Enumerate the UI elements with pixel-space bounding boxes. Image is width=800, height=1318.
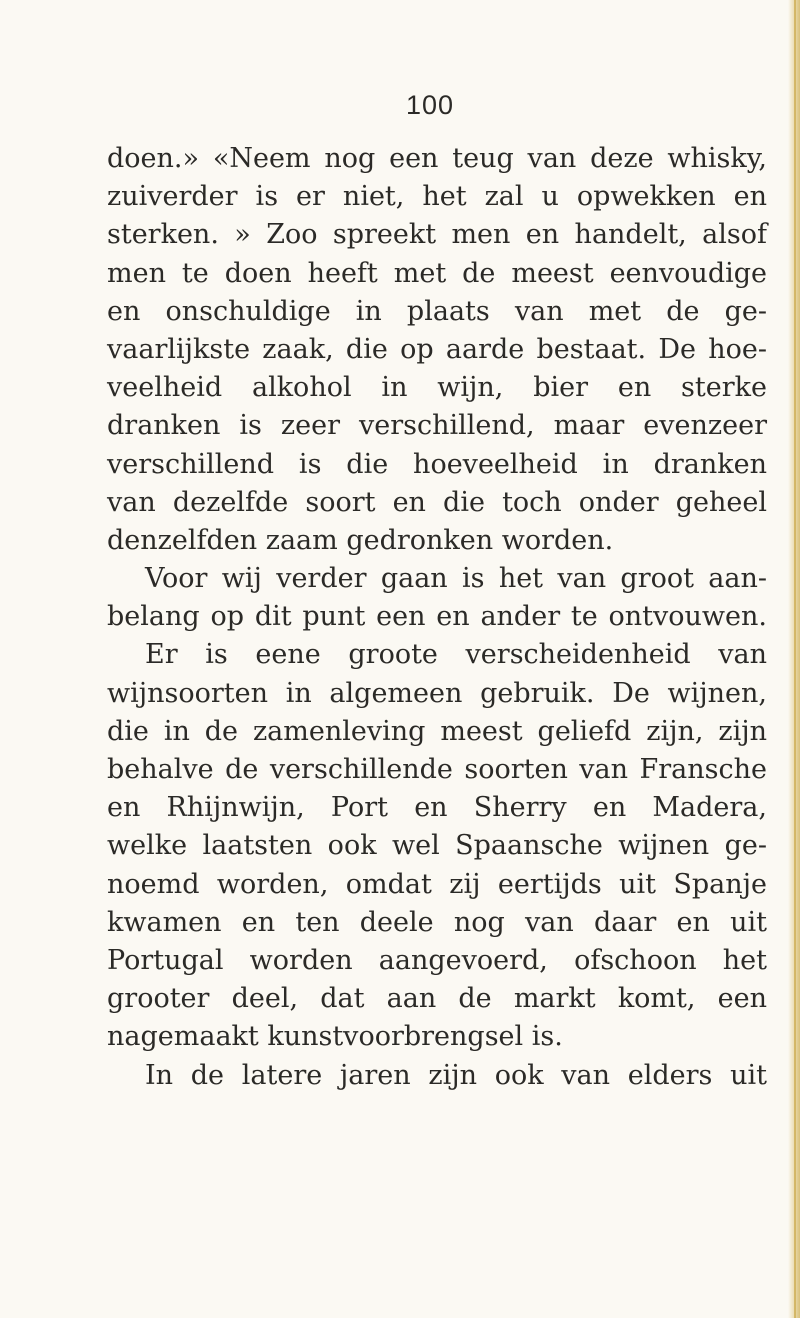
text-line: kwamen en ten deele nog van daar en uit	[107, 906, 767, 938]
text-line: grooter deel, dat aan de markt komt, een	[107, 983, 767, 1015]
text-line: denzelfden zaam gedronken worden.	[107, 524, 614, 556]
text-line: nagemaakt kunstvoorbrengsel is.	[107, 1021, 563, 1053]
page-edge-line	[794, 0, 796, 1318]
text-line: dranken is zeer verschillend, maar evenzeer	[107, 410, 767, 442]
paragraph-start-line: Er is eene groote verscheidenheid van	[145, 639, 767, 671]
text-line: verschillend is die hoeveelheid in dranken	[107, 448, 767, 480]
text-line: die in de zamenleving meest geliefd zijn, zijn	[107, 715, 767, 747]
text-line: en onschuldige in plaats van met de ge-	[107, 295, 767, 327]
text-line: Portugal worden aangevoerd, ofschoon het	[107, 944, 767, 976]
text-line: belang op dit punt een en ander te ontvouwen.	[107, 601, 767, 633]
text-line: men te doen heeft met de meest eenvoudige	[107, 257, 767, 289]
text-line: welke laatsten ook wel Spaansche wijnen ge-	[107, 830, 767, 862]
text-line: vaarlijkste zaak, die op aarde bestaat. De hoe-	[107, 333, 767, 365]
text-line: doen.» «Neem nog een teug van deze whisky,	[107, 143, 767, 174]
page-number: 100	[405, 90, 455, 120]
text-line: wijnsoorten in algemeen gebruik. De wijnen,	[107, 677, 767, 709]
text-line: behalve de verschillende soorten van Fransche	[107, 754, 767, 785]
paragraph-start-line: In de latere jaren zijn ook van elders uit	[145, 1059, 767, 1091]
text-line: noemd worden, omdat zij eertijds uit Spanje	[107, 868, 767, 900]
paragraph-start-line: Voor wij verder gaan is het van groot aan-	[145, 563, 767, 595]
body-text	[107, 140, 767, 1095]
text-line: sterken. » Zoo spreekt men en handelt, alsof	[107, 219, 767, 251]
text-line: en Rhijnwijn, Port en Sherry en Madera,	[107, 792, 767, 824]
text-line: veelheid alkohol in wijn, bier en sterke	[107, 372, 767, 404]
text-line: zuiverder is er niet, het zal u opwekken en	[107, 181, 767, 213]
text-line: van dezelfde soort en die toch onder geheel	[107, 486, 767, 518]
